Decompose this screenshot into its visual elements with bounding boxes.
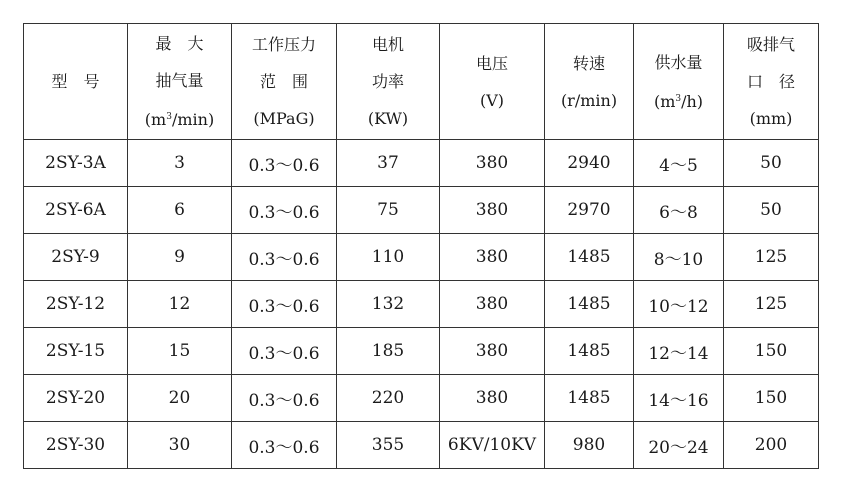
cell-power: 37 xyxy=(337,140,440,187)
cell-speed: 2970 xyxy=(545,187,634,234)
cell-voltage: 380 xyxy=(440,281,545,328)
header-motor-power xyxy=(337,24,440,140)
header-model xyxy=(24,24,128,140)
unit-suffix: /h) xyxy=(681,91,704,111)
unit-prefix: (m xyxy=(653,91,676,111)
cell-speed: 1485 xyxy=(545,234,634,281)
table-row xyxy=(24,140,819,187)
header-water-label: 供水量 xyxy=(654,52,703,72)
cell-model: 2SY-20 xyxy=(24,375,128,422)
table-row xyxy=(24,187,819,234)
header-port-line1: 吸排气 xyxy=(746,35,795,54)
header-water-unit xyxy=(634,81,723,120)
cell-pressure: 0.3～0.6 xyxy=(232,140,337,187)
cell-voltage: 380 xyxy=(440,140,545,187)
cell-port: 50 xyxy=(724,140,819,187)
table-row xyxy=(24,281,819,328)
cell-water: 6～8 xyxy=(634,187,724,234)
cell-voltage: 380 xyxy=(440,187,545,234)
cell-speed: 980 xyxy=(545,422,634,469)
header-power-unit: (KW) xyxy=(367,109,409,128)
header-pressure-line2: 范 围 xyxy=(259,72,308,91)
cell-pressure: 0.3～0.6 xyxy=(232,328,337,375)
spec-table xyxy=(23,23,819,469)
header-speed xyxy=(545,24,634,140)
cell-speed: 2940 xyxy=(545,140,634,187)
cell-max-pumping: 15 xyxy=(128,328,232,375)
header-pressure-range xyxy=(232,24,337,140)
cell-port: 200 xyxy=(724,422,819,469)
cell-speed: 1485 xyxy=(545,375,634,422)
header-model-label: 型 号 xyxy=(51,72,100,91)
header-voltage-unit: (V) xyxy=(479,90,505,110)
cell-power: 355 xyxy=(337,422,440,469)
cell-port: 50 xyxy=(724,187,819,234)
cell-model: 2SY-15 xyxy=(24,328,128,375)
cell-power: 220 xyxy=(337,375,440,422)
header-max-pumping-line2: 抽气量 xyxy=(155,71,204,90)
table-row xyxy=(24,328,819,375)
cell-pressure: 0.3～0.6 xyxy=(232,375,337,422)
header-max-pumping-unit xyxy=(128,99,231,138)
header-max-pumping-line1: 最 大 xyxy=(155,34,204,53)
header-voltage-label: 电压 xyxy=(475,53,508,73)
header-port-unit: (mm) xyxy=(749,109,793,128)
header-row xyxy=(24,24,819,140)
table-row xyxy=(24,422,819,469)
header-pressure-line1: 工作压力 xyxy=(251,35,316,54)
cell-pressure: 0.3～0.6 xyxy=(232,281,337,328)
cell-max-pumping: 6 xyxy=(128,187,232,234)
cell-model: 2SY-12 xyxy=(24,281,128,328)
header-power-line1: 电机 xyxy=(371,35,404,54)
cell-port: 125 xyxy=(724,234,819,281)
header-port-diameter xyxy=(724,24,819,140)
unit-prefix: (m xyxy=(144,110,167,129)
cell-max-pumping: 20 xyxy=(128,375,232,422)
cell-max-pumping: 30 xyxy=(128,422,232,469)
cell-model: 2SY-3A xyxy=(24,140,128,187)
header-speed-label: 转速 xyxy=(572,53,605,73)
cell-water: 10～12 xyxy=(634,281,724,328)
cell-pressure: 0.3～0.6 xyxy=(232,234,337,281)
cell-power: 110 xyxy=(337,234,440,281)
cell-port: 125 xyxy=(724,281,819,328)
header-port-line2: 口 径 xyxy=(746,72,795,91)
cell-water: 20～24 xyxy=(634,422,724,469)
cell-voltage: 380 xyxy=(440,375,545,422)
cell-power: 185 xyxy=(337,328,440,375)
cell-model: 2SY-9 xyxy=(24,234,128,281)
cell-voltage: 380 xyxy=(440,234,545,281)
cell-voltage: 6KV/10KV xyxy=(440,422,545,469)
cell-speed: 1485 xyxy=(545,281,634,328)
unit-superscript: 3 xyxy=(675,93,682,104)
header-water-supply xyxy=(634,24,724,140)
cell-speed: 1485 xyxy=(545,328,634,375)
cell-pressure: 0.3～0.6 xyxy=(232,422,337,469)
cell-water: 12～14 xyxy=(634,328,724,375)
cell-model: 2SY-6A xyxy=(24,187,128,234)
unit-suffix: /min) xyxy=(171,110,215,129)
cell-water: 8～10 xyxy=(634,234,724,281)
header-pressure-unit: (MPaG) xyxy=(253,109,315,128)
cell-water: 4～5 xyxy=(634,140,724,187)
cell-port: 150 xyxy=(724,328,819,375)
cell-water: 14～16 xyxy=(634,375,724,422)
header-max-pumping xyxy=(128,24,232,140)
header-speed-unit: (r/min) xyxy=(560,90,618,110)
cell-model: 2SY-30 xyxy=(24,422,128,469)
cell-max-pumping: 3 xyxy=(128,140,232,187)
table-row xyxy=(24,375,819,422)
cell-pressure: 0.3～0.6 xyxy=(232,187,337,234)
cell-max-pumping: 9 xyxy=(128,234,232,281)
cell-max-pumping: 12 xyxy=(128,281,232,328)
cell-port: 150 xyxy=(724,375,819,422)
header-voltage xyxy=(440,24,545,140)
table-row xyxy=(24,234,819,281)
header-power-line2: 功率 xyxy=(371,72,404,91)
unit-superscript: 3 xyxy=(166,112,172,122)
cell-voltage: 380 xyxy=(440,328,545,375)
cell-power: 132 xyxy=(337,281,440,328)
cell-power: 75 xyxy=(337,187,440,234)
